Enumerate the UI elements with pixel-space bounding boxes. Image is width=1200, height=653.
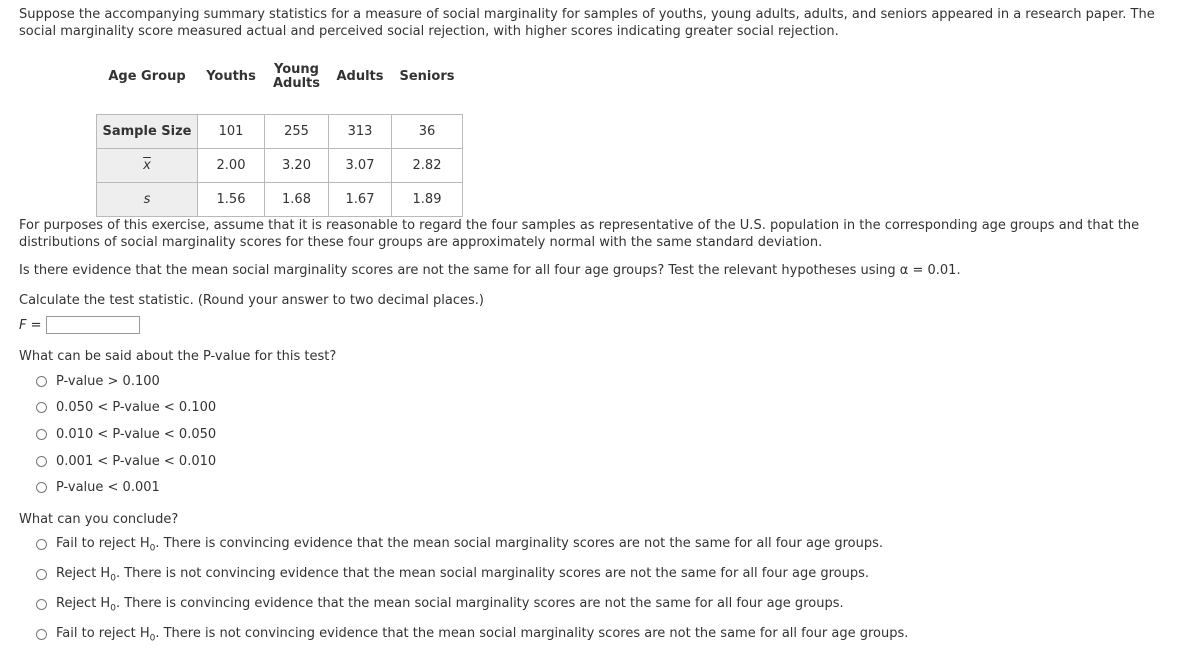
header-young-line1: Young: [274, 61, 319, 77]
option-label: 0.010 < P-value < 0.050: [56, 427, 217, 442]
pvalue-option[interactable]: [36, 480, 160, 495]
conclusion-option[interactable]: [36, 536, 883, 554]
radio-button[interactable]: [36, 539, 47, 550]
f-statistic-input[interactable]: [46, 316, 140, 334]
option-label: 0.001 < P-value < 0.010: [56, 454, 217, 469]
pvalue-option[interactable]: [36, 454, 216, 469]
s-symbol: s: [143, 192, 151, 207]
table-cell: 255: [265, 115, 329, 149]
option-label: Fail to reject $H_0$. There is convincing evidence that the mean social marginality scores are not the same for all four age groups.: [56, 536, 883, 554]
option-label: P-value > 0.100: [56, 374, 160, 389]
summary-table: [96, 58, 463, 217]
conclusion-option[interactable]: [36, 596, 844, 614]
row-label-xbar: [97, 149, 198, 183]
table-cell: 2.82: [392, 149, 463, 183]
header-seniors: Seniors: [399, 69, 455, 84]
conclusion-question: What can you conclude?: [19, 512, 179, 527]
header-age-group: Age Group: [108, 69, 186, 84]
pvalue-option[interactable]: [36, 427, 216, 442]
f-statistic-row: [19, 316, 140, 334]
table-cell: 313: [329, 115, 392, 149]
header-young-adults: [265, 58, 329, 95]
table-cell: 1.68: [265, 183, 329, 217]
radio-button[interactable]: [36, 482, 47, 493]
intro-text: Suppose the accompanying summary statistics for a measure of social marginality for samples of youths, young adults, adults, and seniors appeared in a research paper. The social marginality score measured actual and perceived social rejection, with higher scores indicating greater social rejection.: [19, 7, 1155, 39]
radio-button[interactable]: [36, 402, 47, 413]
conclusion-option[interactable]: [36, 626, 908, 644]
row-label-sample-size: Sample Size: [97, 115, 198, 149]
assumption-text: For purposes of this exercise, assume that it is reasonable to regard the four samples as representative of the U.S. population in the corresponding age groups and that the distributions of social marginality scores for these four groups are approximately normal with the same standard deviation.: [19, 218, 1140, 250]
option-label: Fail to reject $H_0$. There is not convincing evidence that the mean social marginality scores are not the same for all four age groups.: [56, 626, 909, 644]
radio-button[interactable]: [36, 456, 47, 467]
radio-button[interactable]: [36, 629, 47, 640]
xbar-symbol: x: [143, 158, 151, 173]
row-label-s: [97, 183, 198, 217]
test-statistic-instruction: Calculate the test statistic. (Round your answer to two decimal places.): [19, 293, 484, 308]
header-young-line2: Adults: [272, 75, 321, 91]
header-adults: Adults: [336, 69, 384, 84]
table-header-row: [97, 58, 463, 95]
table-cell: 3.20: [265, 149, 329, 183]
option-label: P-value < 0.001: [56, 480, 160, 495]
radio-button[interactable]: [36, 376, 47, 387]
table-cell: 1.89: [392, 183, 463, 217]
table-row: [97, 149, 463, 183]
table-row: [97, 115, 463, 149]
table-cell: 3.07: [329, 149, 392, 183]
table-cell: 36: [392, 115, 463, 149]
radio-button[interactable]: [36, 599, 47, 610]
pvalue-option[interactable]: [36, 400, 216, 415]
option-label: Reject $H_0$. There is not convincing evidence that the mean social marginality scores are not the same for all four age groups.: [56, 566, 870, 584]
pvalue-option[interactable]: [36, 374, 160, 389]
hypothesis-question: Is there evidence that the mean social marginality scores are not the same for all four age groups? Test the relevant hypotheses using α = 0.01.: [19, 263, 961, 278]
header-youths: Youths: [206, 69, 256, 84]
option-label: Reject $H_0$. There is convincing evidence that the mean social marginality scores are not the same for all four age groups.: [56, 596, 844, 614]
pvalue-question: What can be said about the P-value for this test?: [19, 349, 337, 364]
table-cell: 101: [198, 115, 265, 149]
option-label: 0.050 < P-value < 0.100: [56, 400, 217, 415]
radio-button[interactable]: [36, 569, 47, 580]
conclusion-option[interactable]: [36, 566, 869, 584]
radio-button[interactable]: [36, 429, 47, 440]
table-cell: 2.00: [198, 149, 265, 183]
f-label: F =: [19, 317, 42, 333]
table-row: [97, 183, 463, 217]
table-cell: 1.67: [329, 183, 392, 217]
table-cell: 1.56: [198, 183, 265, 217]
